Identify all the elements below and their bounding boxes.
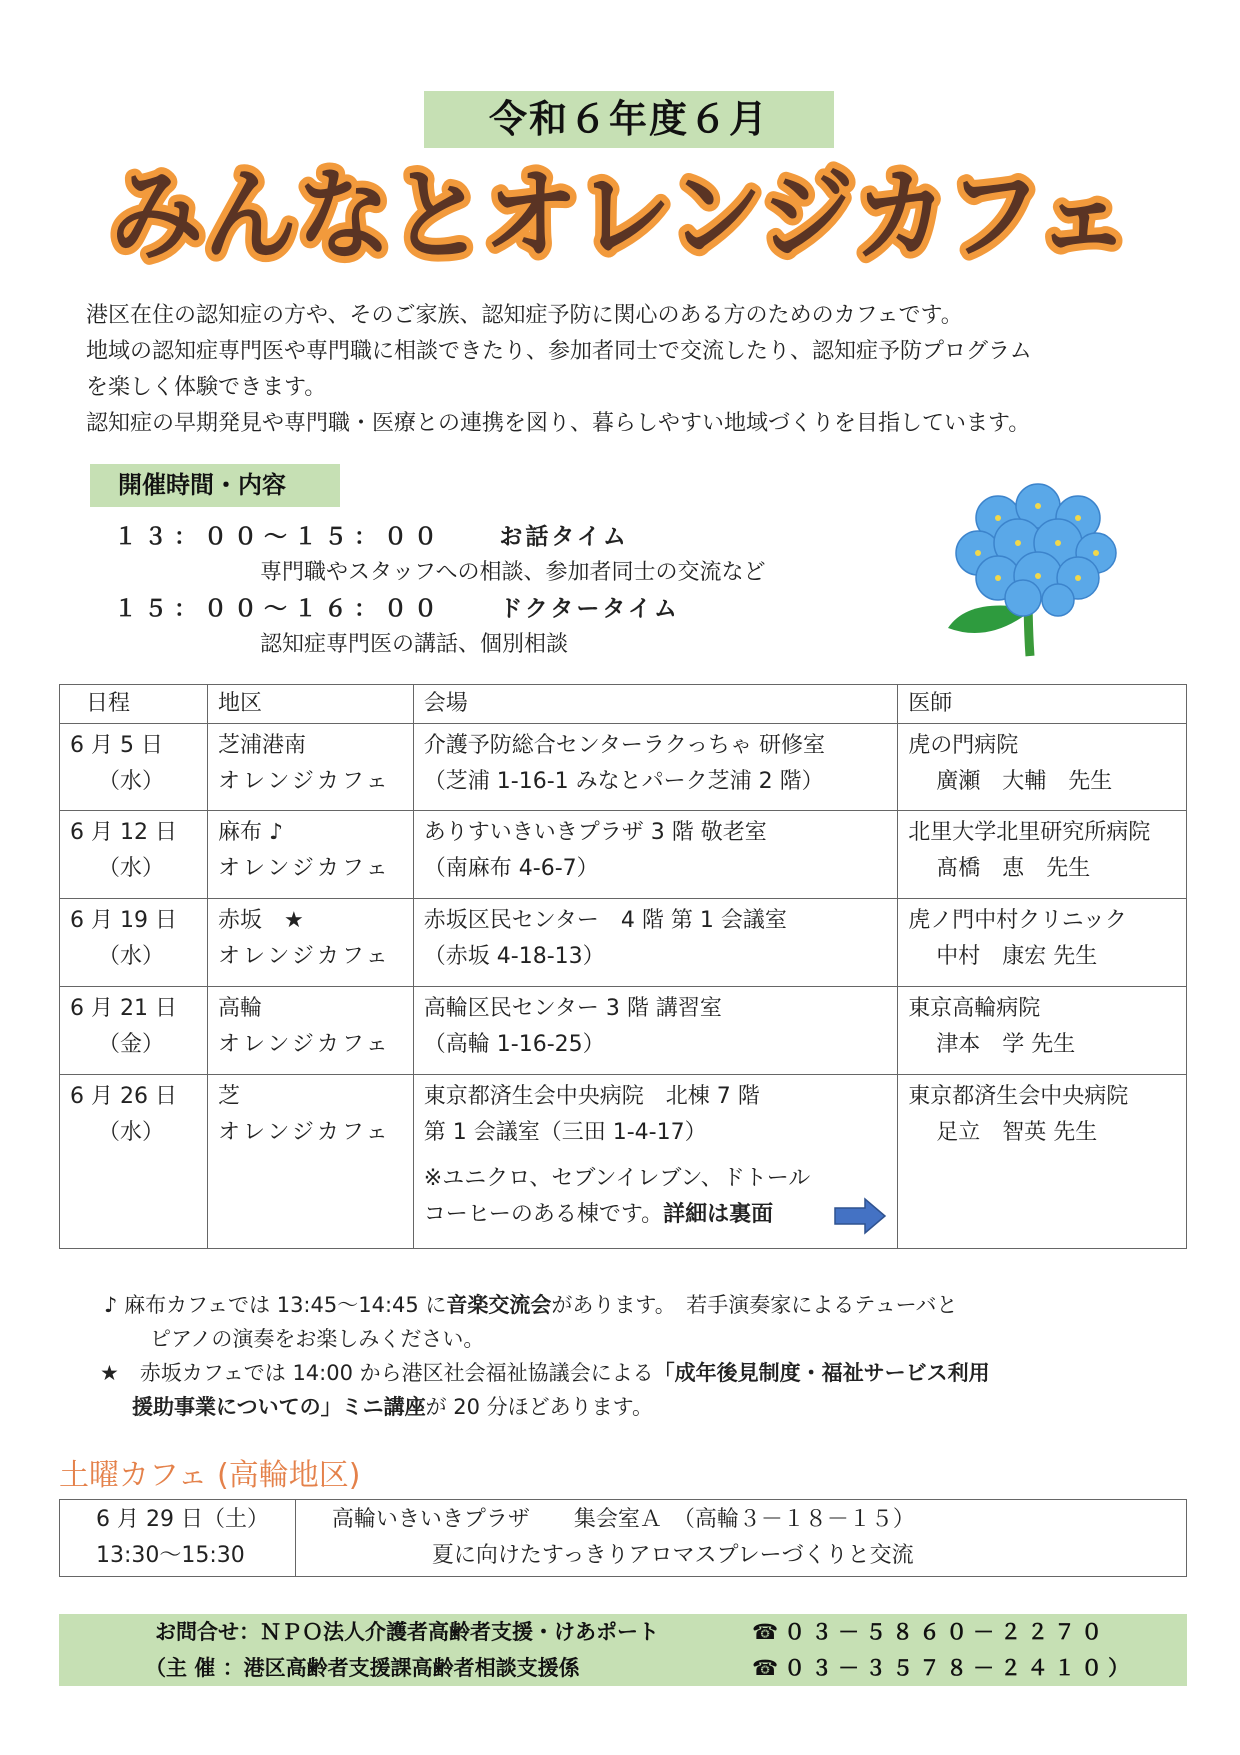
intro-line: を楽しく体験できます。 (86, 375, 327, 400)
row-hospital: 北里大学北里研究所病院 (908, 820, 1151, 845)
row-day: （水） (98, 856, 165, 881)
row-date: 6 月 26 日 (70, 1084, 177, 1109)
hydrangea-icon (928, 478, 1128, 658)
note-text: ★ 赤坂カフェでは 14:00 から港区社会福祉協議会による (100, 1361, 654, 1385)
row-doctor: 津本 学 先生 (936, 1032, 1076, 1057)
note-text: が 20 分ほどあります。 (425, 1395, 653, 1419)
row-area: 芝 (217, 1084, 240, 1109)
row-date: 6 月 5 日 (70, 733, 163, 758)
row-date: 6 月 19 日 (70, 908, 177, 933)
col-header-venue: 会場 (413, 685, 897, 724)
venue-note: コーヒーのある棟です。 (423, 1202, 664, 1227)
schedule-label: 開催時間・内容 (90, 464, 340, 507)
intro-line: 港区在住の認知症の方や、そのご家族、認知症予防に関心のある方のためのカフェです。 (86, 303, 963, 328)
note-azabu (104, 1288, 1164, 1322)
saturday-heading: 土曜カフェ (高輪地区) (59, 1458, 361, 1493)
note-bold: 援助事業についての」ミニ講座 (132, 1395, 426, 1419)
row-address: （南麻布 4-6-7） (423, 856, 599, 881)
note-akasaka-cont (104, 1390, 1164, 1424)
row-date: 6 月 12 日 (70, 820, 177, 845)
row-address: （芝浦 1-16-1 みなとパーク芝浦 2 階） (423, 769, 824, 794)
row-address: （高輪 1-16-25） (423, 1032, 605, 1057)
row-venue: 赤坂区民センター 4 階 第 1 会議室 (423, 908, 787, 933)
row-day: （水） (98, 944, 165, 969)
schedule-title: ドクタータイム (499, 596, 680, 622)
schedule-table (59, 684, 1187, 1249)
table-header-row (60, 685, 1187, 724)
schedule-item-1 (114, 518, 629, 551)
saturday-table (59, 1499, 1187, 1577)
row-cafe: オレンジカフェ (217, 769, 391, 794)
schedule-time: １５：００～１６：００ (114, 596, 444, 622)
col-header-doctor: 医師 (898, 685, 1187, 724)
note-azabu-cont: ピアノの演奏をお楽しみください。 (150, 1327, 485, 1351)
contact-label: お問合せ：ＮＰＯ法人介護者高齢者支援・けあポート (155, 1620, 659, 1644)
row-cafe: オレンジカフェ (217, 856, 391, 881)
host-tel: ☎０３－３５７８－２４１０） (752, 1656, 1136, 1680)
row-hospital: 東京都済生会中央病院 (908, 1084, 1129, 1109)
host-label: （主 催 ：港区高齢者支援課高齢者相談支援係 (145, 1656, 580, 1680)
note-bold: 音楽交流会 (446, 1293, 552, 1317)
saturday-date: 6 月 29 日（土） (96, 1507, 269, 1532)
table-row (60, 811, 1187, 899)
row-hospital: 虎ノ門中村クリニック (908, 908, 1127, 933)
row-area: 麻布 ♪ (217, 820, 283, 845)
saturday-content: 夏に向けたすっきりアロマスプレーづくりと交流 (431, 1543, 914, 1568)
arrow-right-icon (833, 1197, 887, 1235)
row-doctor: 足立 智英 先生 (936, 1120, 1098, 1145)
schedule-desc: 認知症専門医の講話、個別相談 (260, 632, 569, 657)
contact-tel: ☎０３－５８６０－２２７０ (752, 1620, 1109, 1644)
row-day: （水） (98, 769, 165, 794)
col-header-area: 地区 (207, 685, 413, 724)
venue-note: ※ユニクロ、セブンイレブン、ドトール (423, 1166, 811, 1191)
details-on-back: 詳細は裏面 (663, 1202, 774, 1227)
row-address: （赤坂 4-18-13） (423, 944, 605, 969)
row-day: （金） (98, 1032, 165, 1057)
page-title-text: みんなとオレンジカフェ (110, 157, 1130, 274)
schedule-title: お話タイム (499, 524, 629, 550)
year-label: 令和６年度６月 (424, 91, 834, 148)
row-cafe: オレンジカフェ (217, 1032, 391, 1057)
row-doctor: 中村 康宏 先生 (936, 944, 1098, 969)
table-row (60, 724, 1187, 811)
row-day: （水） (98, 1120, 165, 1145)
row-doctor: 髙橋 恵 先生 (936, 856, 1091, 881)
row-venue: 介護予防総合センターラクっちゃ 研修室 (423, 733, 826, 758)
row-venue: ありすいきいきプラザ 3 階 敬老室 (423, 820, 767, 845)
table-row (60, 899, 1187, 987)
schedule-desc: 専門職やスタッフへの相談、参加者同士の交流など (260, 560, 766, 585)
row-area: 高輪 (217, 996, 262, 1021)
table-row (60, 1500, 1187, 1577)
intro-line: 認知症の早期発見や専門職・医療との連携を図り、暮らしやすい地域づくりを目指しています。 (86, 411, 1031, 436)
saturday-time: 13:30～15:30 (96, 1543, 245, 1568)
col-header-date: 日程 (60, 685, 208, 724)
row-date: 6 月 21 日 (70, 996, 177, 1021)
row-cafe: オレンジカフェ (217, 944, 391, 969)
row-address: 第 1 会議室（三田 1-4-17） (423, 1120, 707, 1145)
note-bold: 「成年後見制度・福祉サービス利用 (653, 1361, 990, 1385)
note-akasaka (100, 1356, 1164, 1390)
schedule-time: １３：００～１５：００ (114, 524, 444, 550)
schedule-item-2 (114, 590, 680, 623)
contact-row (59, 1614, 1187, 1650)
row-venue: 高輪区民センター 3 階 講習室 (423, 996, 722, 1021)
saturday-venue: 高輪いきいきプラザ 集会室Ａ （高輪３－１８－１５） (331, 1507, 915, 1532)
note-text: があります。 若手演奏家によるテューバと (551, 1293, 958, 1317)
intro-line: 地域の認知症専門医や専門職に相談できたり、参加者同士で交流したり、認知症予防プログラム (86, 339, 1032, 364)
table-row (60, 1075, 1187, 1249)
intro-text (86, 298, 1186, 442)
note-text: ♪ 麻布カフェでは 13:45～14:45 に (104, 1293, 447, 1317)
row-venue: 東京都済生会中央病院 北棟 7 階 (423, 1084, 760, 1109)
row-area: 赤坂 ★ (217, 908, 304, 933)
row-area: 芝浦港南 (217, 733, 306, 758)
row-hospital: 虎の門病院 (908, 733, 1019, 758)
host-row (59, 1650, 1187, 1686)
notes (100, 1288, 1164, 1424)
row-cafe: オレンジカフェ (217, 1120, 391, 1145)
page-title (0, 150, 1240, 295)
table-row (60, 987, 1187, 1075)
contact-footer (59, 1614, 1187, 1686)
row-doctor: 廣瀬 大輔 先生 (936, 769, 1113, 794)
row-hospital: 東京高輪病院 (908, 996, 1041, 1021)
